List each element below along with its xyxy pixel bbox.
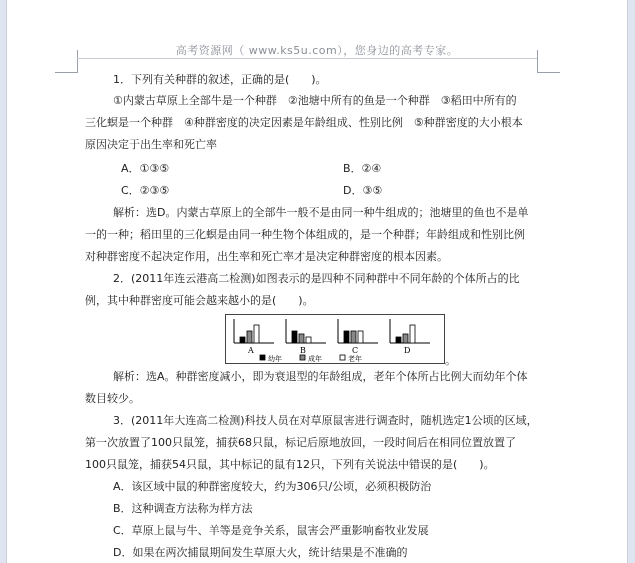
legend-swatch-2	[340, 355, 345, 360]
bar-B-2	[306, 337, 311, 343]
answer-explanation-1: 解析：选D。内蒙古草原上的全部牛一般不是由同一种牛组成的；池塘里的鱼也不是单	[113, 206, 529, 219]
header-divider	[77, 58, 537, 59]
document-page	[6, 0, 628, 563]
option-a: A．①③⑤	[121, 162, 170, 175]
question-1-statement-line: 原因决定于出生率和死亡率	[85, 138, 217, 151]
question-2-stem-line: 例，其中种群密度可能会越来越小的是( )。	[85, 294, 314, 307]
answer-explanation-1-line: 对种群密度不起决定作用，出生率和死亡率才是决定种群密度的根本因素。	[85, 250, 448, 263]
bar-A-2	[254, 325, 259, 343]
bar-A-1	[247, 331, 252, 343]
page-header: 高考资源网（ www.ks5u.com），您身边的高考专家。	[175, 44, 459, 57]
category-label-A: A	[248, 346, 254, 355]
legend-swatch-0	[260, 355, 265, 360]
question-1-statement-line: ①内蒙古草原上全部牛是一个种群 ②池塘中所有的鱼是一个种群 ③稻田中所有的	[113, 94, 517, 107]
legend-label-1: 成年	[308, 355, 322, 363]
answer-explanation-2: 解析：选A。种群密度减小，即为衰退型的年龄组成，老年个体所占比例大而幼年个体	[113, 370, 528, 383]
bar-B-0	[292, 331, 297, 343]
question-3-stem: 3．(2011年大连高二检测)科技人员在对草原鼠害进行调查时，随机选定1公顷的区域，	[113, 414, 538, 427]
legend-swatch-1	[300, 355, 305, 360]
bar-D-2	[410, 325, 415, 343]
legend-label-0: 幼年	[268, 355, 282, 363]
bar-A-0	[240, 337, 245, 343]
bar-C-0	[344, 331, 349, 343]
category-label-D: D	[404, 346, 411, 355]
question-3-stem-line: 100只鼠笼，捕获54只鼠，其中标记的鼠有12只，下列有关说法中错误的是( )。	[85, 458, 495, 471]
question-3-stem-line: 第一次放置了100只鼠笼，捕获68只鼠，标记后原地放回，一段时间后在相同位置放置了	[85, 436, 516, 449]
answer-explanation-1-line: 一的一种；稻田里的三化螟是由同一种生物个体组成的，是一个种群；年龄组成和性别比例	[85, 228, 525, 241]
option-d: D．③⑤	[343, 184, 383, 197]
legend-label-2: 老年	[348, 355, 362, 363]
bar-D-0	[396, 337, 401, 343]
question-3-option-b: B．这种调查方法称为样方法	[113, 502, 253, 515]
question-1-statement-line: 三化螟是一个种群 ④种群密度的决定因素是年龄组成、性别比例 ⑤种群密度的大小根本	[85, 116, 523, 129]
figure-period: 。	[445, 354, 456, 367]
question-2-stem: 2．(2011年连云港高二检测)如图表示的是四种不同种群中不同年龄的个体所占的比	[113, 272, 520, 285]
question-3-option-a: A．该区域中鼠的种群密度较大，约为306只/公顷，必须积极防治	[113, 480, 432, 493]
bar-D-1	[403, 334, 408, 343]
bar-B-1	[299, 334, 304, 343]
bar-C-1	[351, 331, 356, 343]
question-3-option-d: D．如果在两次捕鼠期间发生草原大火，统计结果是不准确的	[113, 546, 408, 559]
question-3-option-c: C．草原上鼠与牛、羊等是竞争关系，鼠害会严重影响畜牧业发展	[113, 524, 429, 537]
answer-explanation-2-line: 数目较少。	[85, 392, 140, 405]
age-structure-chart-svg	[226, 315, 444, 363]
option-c: C．②③⑤	[121, 184, 170, 197]
category-label-C: C	[352, 346, 359, 355]
category-label-B: B	[300, 346, 306, 355]
age-structure-chart	[225, 314, 445, 364]
option-b: B．②④	[343, 162, 382, 175]
question-1-stem: 1．下列有关种群的叙述，正确的是( )。	[113, 73, 327, 86]
bar-C-2	[358, 331, 363, 343]
